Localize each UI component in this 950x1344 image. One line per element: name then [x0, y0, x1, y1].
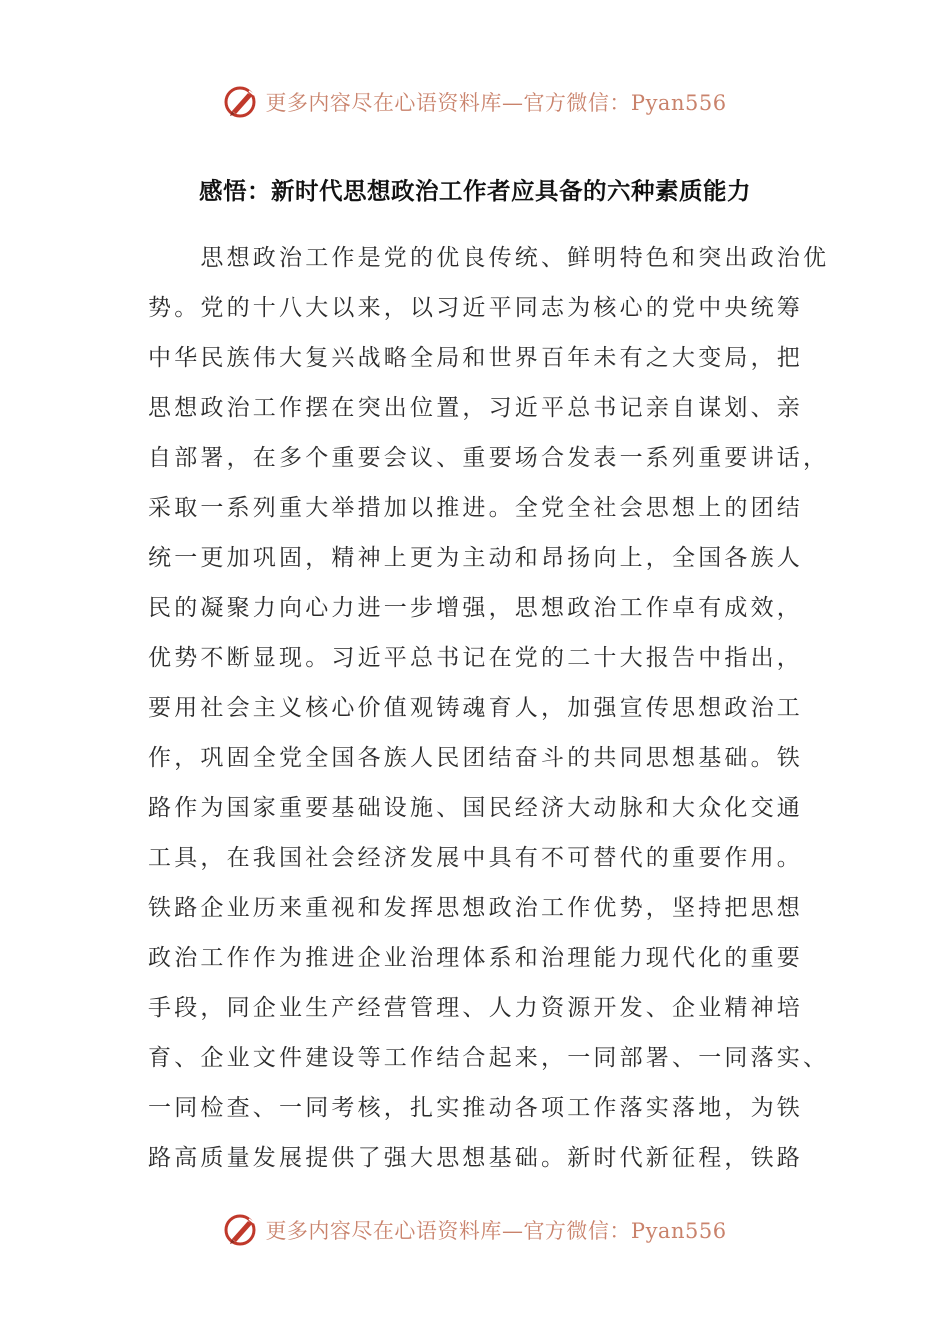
header-banner-separator: — [501, 91, 524, 115]
text-line: 铁路企业历来重视和发挥思想政治工作优势，坚持把思想 [148, 895, 803, 921]
text-line: 路高质量发展提供了强大思想基础。新时代新征程，铁路 [148, 1145, 803, 1171]
header-banner-suffix: 官方微信：Pyan556 [523, 91, 727, 115]
text-line: 育、企业文件建设等工作结合起来，一同部署、一同落实、 [148, 1045, 830, 1071]
text-line: 优势不断显现。习近平总书记在党的二十大报告中指出， [148, 645, 803, 671]
document-title: 感悟：新时代思想政治工作者应具备的六种素质能力 [199, 177, 751, 205]
text-line: 作，巩固全党全国各族人民团结奋斗的共同思想基础。铁 [148, 745, 803, 771]
text-line: 中华民族伟大复兴战略全局和世界百年未有之大变局，把 [148, 345, 803, 371]
footer-banner [0, 1210, 950, 1250]
text-line: 统一更加巩固，精神上更为主动和昂扬向上，全国各族人 [148, 545, 803, 571]
text-line: 工具，在我国社会经济发展中具有不可替代的重要作用。 [148, 845, 803, 871]
header-banner-text [265, 87, 726, 117]
body-paragraph [148, 233, 848, 1183]
footer-banner-text [265, 1215, 726, 1245]
footer-banner-prefix: 更多内容尽在心语资料库 [265, 1219, 502, 1243]
text-line: 采取一系列重大举措加以推进。全党全社会思想上的团结 [148, 495, 803, 521]
text-line: 手段，同企业生产经营管理、人力资源开发、企业精神培 [148, 995, 803, 1021]
text-line: 政治工作作为推进企业治理体系和治理能力现代化的重要 [148, 945, 803, 971]
footer-banner-separator: — [501, 1219, 524, 1243]
pen-logo-icon [223, 84, 259, 120]
text-line: 一同检查、一同考核，扎实推动各项工作落实落地，为铁 [148, 1095, 803, 1121]
text-line: 势。党的十八大以来，以习近平同志为核心的党中央统筹 [148, 295, 803, 321]
text-line: 路作为国家重要基础设施、国民经济大动脉和大众化交通 [148, 795, 803, 821]
text-line: 自部署，在多个重要会议、重要场合发表一系列重要讲话， [148, 445, 830, 471]
header-banner [0, 82, 950, 122]
text-line: 思想政治工作是党的优良传统、鲜明特色和突出政治优 [148, 245, 830, 271]
text-line: 要用社会主义核心价值观铸魂育人，加强宣传思想政治工 [148, 695, 803, 721]
text-line: 思想政治工作摆在突出位置，习近平总书记亲自谋划、亲 [148, 395, 803, 421]
pen-logo-icon [223, 1212, 259, 1248]
header-banner-prefix: 更多内容尽在心语资料库 [265, 91, 502, 115]
footer-banner-suffix: 官方微信：Pyan556 [523, 1219, 727, 1243]
text-line: 民的凝聚力向心力进一步增强，思想政治工作卓有成效， [148, 595, 803, 621]
